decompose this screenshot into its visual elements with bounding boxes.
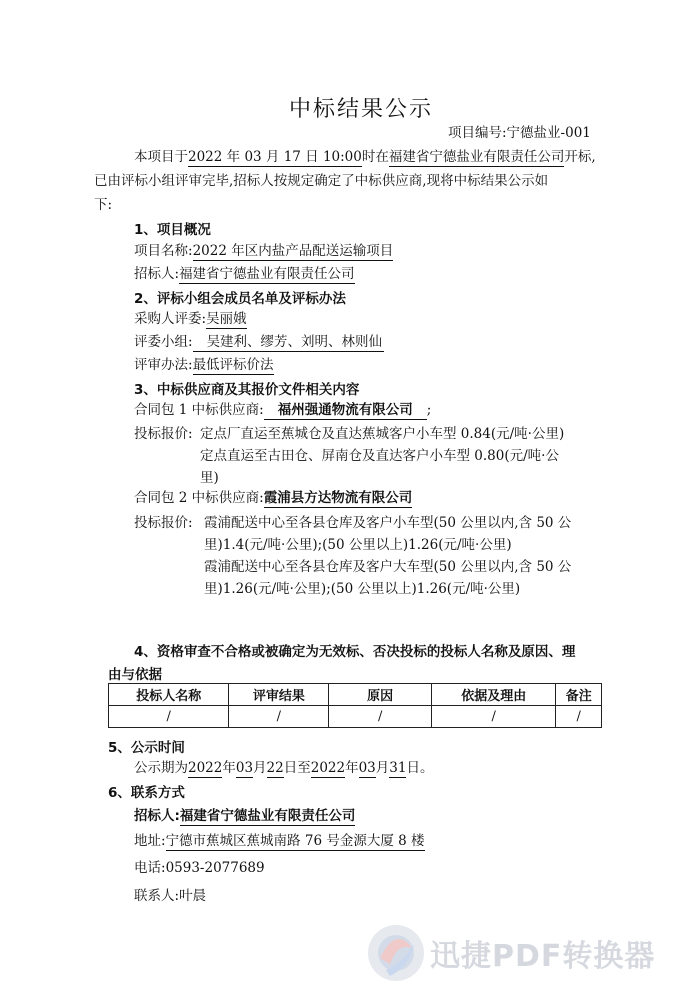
bidder-row <box>134 265 355 283</box>
period-text: 公示期为 <box>134 760 188 776</box>
method-label: 评审办法: <box>134 357 193 373</box>
period-text: 月 <box>253 760 267 776</box>
section-6-heading: 6、联系方式 <box>108 785 185 801</box>
table-header-cell: 投标人名称 <box>109 684 229 706</box>
address-row <box>134 832 425 850</box>
contact-person-label: 联系人: <box>134 888 180 904</box>
phone-row <box>134 859 265 877</box>
contact-person-value: 叶晨 <box>179 888 207 904</box>
lot-1-label: 合同包 1 中标供应商: <box>134 402 264 418</box>
lot-2-quote-line-2: 里)1.4(元/吨·公里);(50 公里以上)1.26(元/吨·公里) <box>204 537 512 553</box>
lot-1-quote-label: 投标报价: <box>134 426 193 442</box>
panel-row <box>134 333 384 351</box>
phone-label: 电话: <box>134 860 166 876</box>
lot-2-row <box>134 489 412 507</box>
intro-line-3: 下: <box>94 197 113 213</box>
period-text: 月 <box>375 760 390 776</box>
start-day: 22 <box>266 760 284 776</box>
contact-org-value: 福建省宁德盐业有限责任公司 <box>179 808 356 824</box>
end-day: 31 <box>389 760 407 776</box>
lot-1-supplier: 福州强通物流有限公司 <box>264 402 427 420</box>
disqualified-table <box>108 683 602 728</box>
lot-1-quote-line-1: 定点厂直运至蕉城仓及直达蕉城客户小车型 0.84(元/吨·公里) <box>200 426 565 442</box>
lot-2-supplier: 霞浦县方达物流有限公司 <box>263 490 413 506</box>
lot-1-quote-line-3: 里) <box>200 470 219 486</box>
table-header-cell: 备注 <box>556 684 602 706</box>
start-month: 03 <box>235 760 254 776</box>
section-5-heading: 5、公示时间 <box>108 740 185 756</box>
intro-line-1 <box>134 148 596 166</box>
lot-1-end: ; <box>426 402 432 418</box>
table-cell: / <box>556 706 602 728</box>
method-value: 最低评标价法 <box>192 357 274 373</box>
period-text: 日。 <box>406 760 434 776</box>
section-2-heading: 2、评标小组会成员名单及评标办法 <box>134 291 346 307</box>
end-year: 2022 <box>310 760 346 776</box>
section-3-heading: 3、中标供应商及其报价文件相关内容 <box>134 382 360 398</box>
watermark-text: 迅捷PDF转换器 <box>430 939 656 974</box>
table-cell: / <box>229 706 329 728</box>
table-header-cell: 原因 <box>329 684 432 706</box>
lot-2-quote-label: 投标报价: <box>134 515 193 531</box>
intro-org: 福建省宁德盐业有限责任公司 <box>388 149 565 165</box>
open-date: 2022 年 03 月 17 日 10:00 <box>188 149 362 165</box>
section-4-heading-line-2: 由与依据 <box>108 667 162 683</box>
section-4-heading-line-1: 4、资格审查不合格或被确定为无效标、否决投标的投标人名称及原因、理 <box>134 644 576 660</box>
page-title: 中标结果公示 <box>289 97 434 122</box>
contact-org-label: 招标人: <box>134 808 180 824</box>
intro-text: 本项目于 <box>134 149 188 165</box>
address-value: 宁德市蕉城区蕉城南路 76 号金源大厦 8 楼 <box>165 833 425 849</box>
lot-2-label: 合同包 2 中标供应商: <box>134 490 264 506</box>
buyer-judge-value: 吴丽娥 <box>206 311 247 327</box>
table-cell: / <box>432 706 556 728</box>
buyer-judge-label: 采购人评委: <box>134 311 207 327</box>
project-name-label: 项目名称: <box>134 243 193 259</box>
intro-line-2: 已由评标小组评审完毕,招标人按规定确定了中标供应商,现将中标结果公示如 <box>94 173 549 189</box>
project-name-value: 2022 年区内盐产品配送运输项目 <box>192 243 394 259</box>
table-cell: / <box>329 706 432 728</box>
project-name-row <box>134 242 393 260</box>
panel-label: 评委小组: <box>134 334 193 350</box>
contact-person-row <box>134 887 206 905</box>
table-header-row <box>109 684 602 706</box>
method-row <box>134 356 274 374</box>
table-row <box>109 706 602 728</box>
address-label: 地址: <box>134 833 166 849</box>
lot-1-quote-line-2: 定点直运至古田仓、屏南仓及直达客户小车型 0.80(元/吨·公 <box>200 448 559 464</box>
lot-2-quote-line-4: 里)1.26(元/吨·公里);(50 公里以上)1.26(元/吨·公里) <box>204 581 521 597</box>
start-year: 2022 <box>188 760 223 776</box>
lot-2-quote-line-3: 霞浦配送中心至各县仓库及客户大车型(50 公里以内,含 50 公 <box>204 559 572 575</box>
phone-value: 0593-2077689 <box>165 860 265 876</box>
buyer-judge-row <box>134 310 247 328</box>
panel-value: 吴建利、缪芳、刘明、林则仙 <box>193 334 385 352</box>
bidder-value: 福建省宁德盐业有限责任公司 <box>179 266 355 282</box>
table-cell: / <box>109 706 229 728</box>
notice-period <box>134 759 433 777</box>
contact-org-row <box>134 804 355 824</box>
lot-2-quote-line-1: 霞浦配送中心至各县仓库及客户小车型(50 公里以内,含 50 公 <box>204 515 572 531</box>
lot-1-row <box>134 401 431 419</box>
end-month: 03 <box>358 760 376 776</box>
table-header-cell: 评审结果 <box>229 684 329 706</box>
period-text: 年 <box>222 760 236 776</box>
section-1-heading: 1、项目概况 <box>134 222 211 238</box>
bidder-label: 招标人: <box>134 266 180 282</box>
period-text: 日至 <box>283 760 311 776</box>
intro-text: 时在 <box>361 149 389 165</box>
period-text: 年 <box>345 760 359 776</box>
project-number: 项目编号:宁德盐业-001 <box>448 125 591 141</box>
table-header-cell: 依据及理由 <box>432 684 556 706</box>
intro-text: 开标, <box>564 149 596 165</box>
